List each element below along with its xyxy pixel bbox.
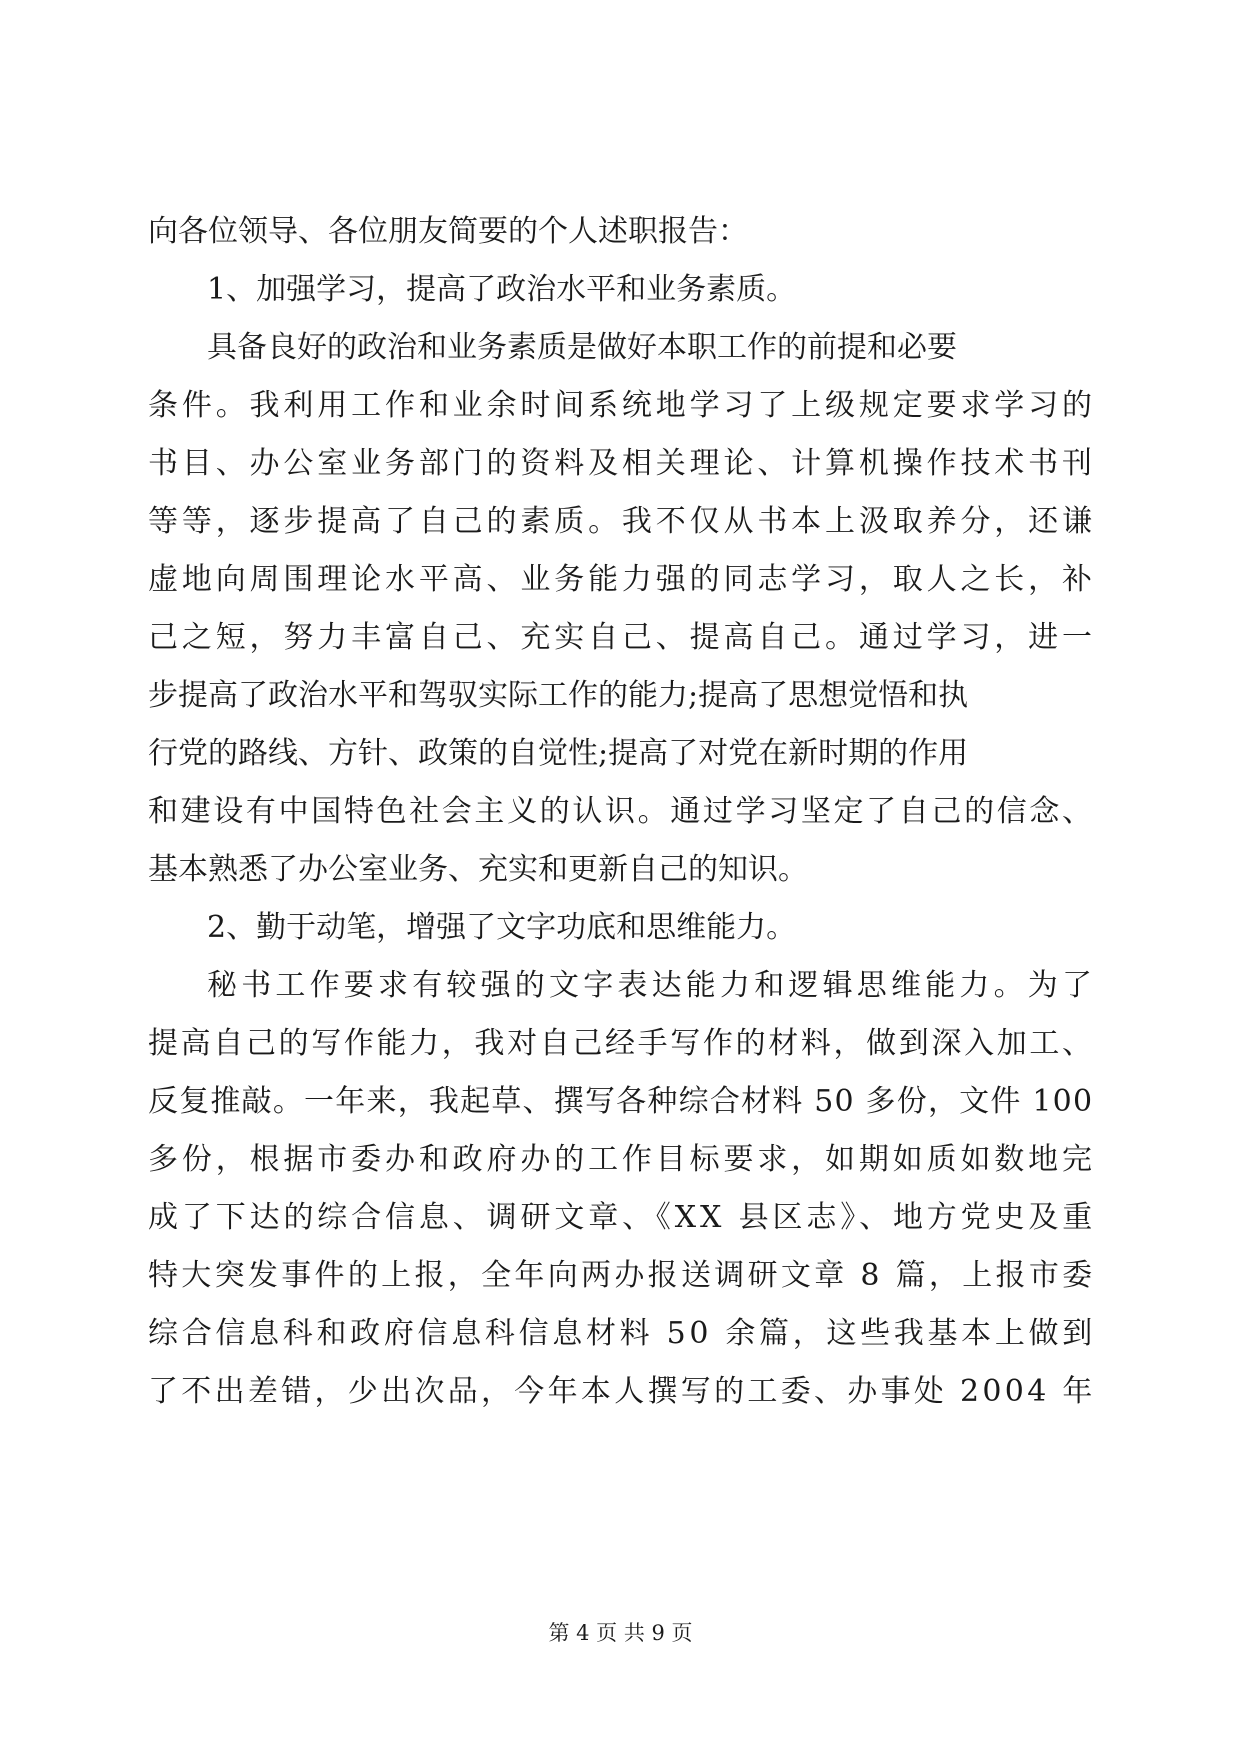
text-line: 向各位领导、各位朋友简要的个人述职报告： bbox=[148, 214, 748, 249]
text-line: 行党的路线、方针、政策的自觉性;提高了对党在新时期的作用 bbox=[148, 736, 969, 771]
section-heading: 1、加强学习，提高了政治水平和业务素质。 bbox=[207, 272, 797, 307]
text-line: 多份，根据市委办和政府办的工作目标要求，如期如质如数地完 bbox=[148, 1142, 1096, 1177]
text-line: 和建设有中国特色社会主义的认识。通过学习坚定了自己的信念、 bbox=[148, 794, 1095, 829]
text-line: 提高自己的写作能力，我对自己经手写作的材料，做到深入加工、 bbox=[148, 1026, 1095, 1061]
text-line: 己之短，努力丰富自己、充实自己、提高自己。通过学习，进一 bbox=[148, 620, 1096, 655]
text-line: 秘书工作要求有较强的文字表达能力和逻辑思维能力。为了 bbox=[207, 968, 1097, 1003]
text-line: 综合信息科和政府信息科信息材料 50 余篇，这些我基本上做到 bbox=[148, 1316, 1096, 1351]
text-line: 等等，逐步提高了自己的素质。我不仅从书本上汲取养分，还谦 bbox=[148, 504, 1096, 539]
text-line: 反复推敲。一年来，我起草、撰写各种综合材料 50 多份，文件 100 bbox=[148, 1084, 1094, 1119]
text-line: 虚地向周围理论水平高、业务能力强的同志学习，取人之长，补 bbox=[148, 562, 1096, 597]
text-line: 书目、办公室业务部门的资料及相关理论、计算机操作技术书刊 bbox=[148, 446, 1096, 481]
page-number-footer: 第 4 页 共 9 页 bbox=[548, 1621, 693, 1645]
text-line: 成了下达的综合信息、调研文章、《XX 县区志》、地方党史及重 bbox=[148, 1200, 1097, 1235]
text-line: 了不出差错，少出次品，今年本人撰写的工委、办事处 2004 年 bbox=[148, 1374, 1096, 1409]
text-line: 特大突发事件的上报，全年向两办报送调研文章 8 篇，上报市委 bbox=[148, 1258, 1096, 1293]
text-line: 条件。我利用工作和业余时间系统地学习了上级规定要求学习的 bbox=[148, 388, 1096, 423]
text-line: 步提高了政治水平和驾驭实际工作的能力;提高了思想觉悟和执 bbox=[148, 678, 969, 713]
text-line: 具备良好的政治和业务素质是做好本职工作的前提和必要 bbox=[207, 330, 957, 365]
section-heading: 2、勤于动笔，增强了文字功底和思维能力。 bbox=[207, 910, 797, 945]
text-line: 基本熟悉了办公室业务、充实和更新自己的知识。 bbox=[148, 852, 808, 887]
